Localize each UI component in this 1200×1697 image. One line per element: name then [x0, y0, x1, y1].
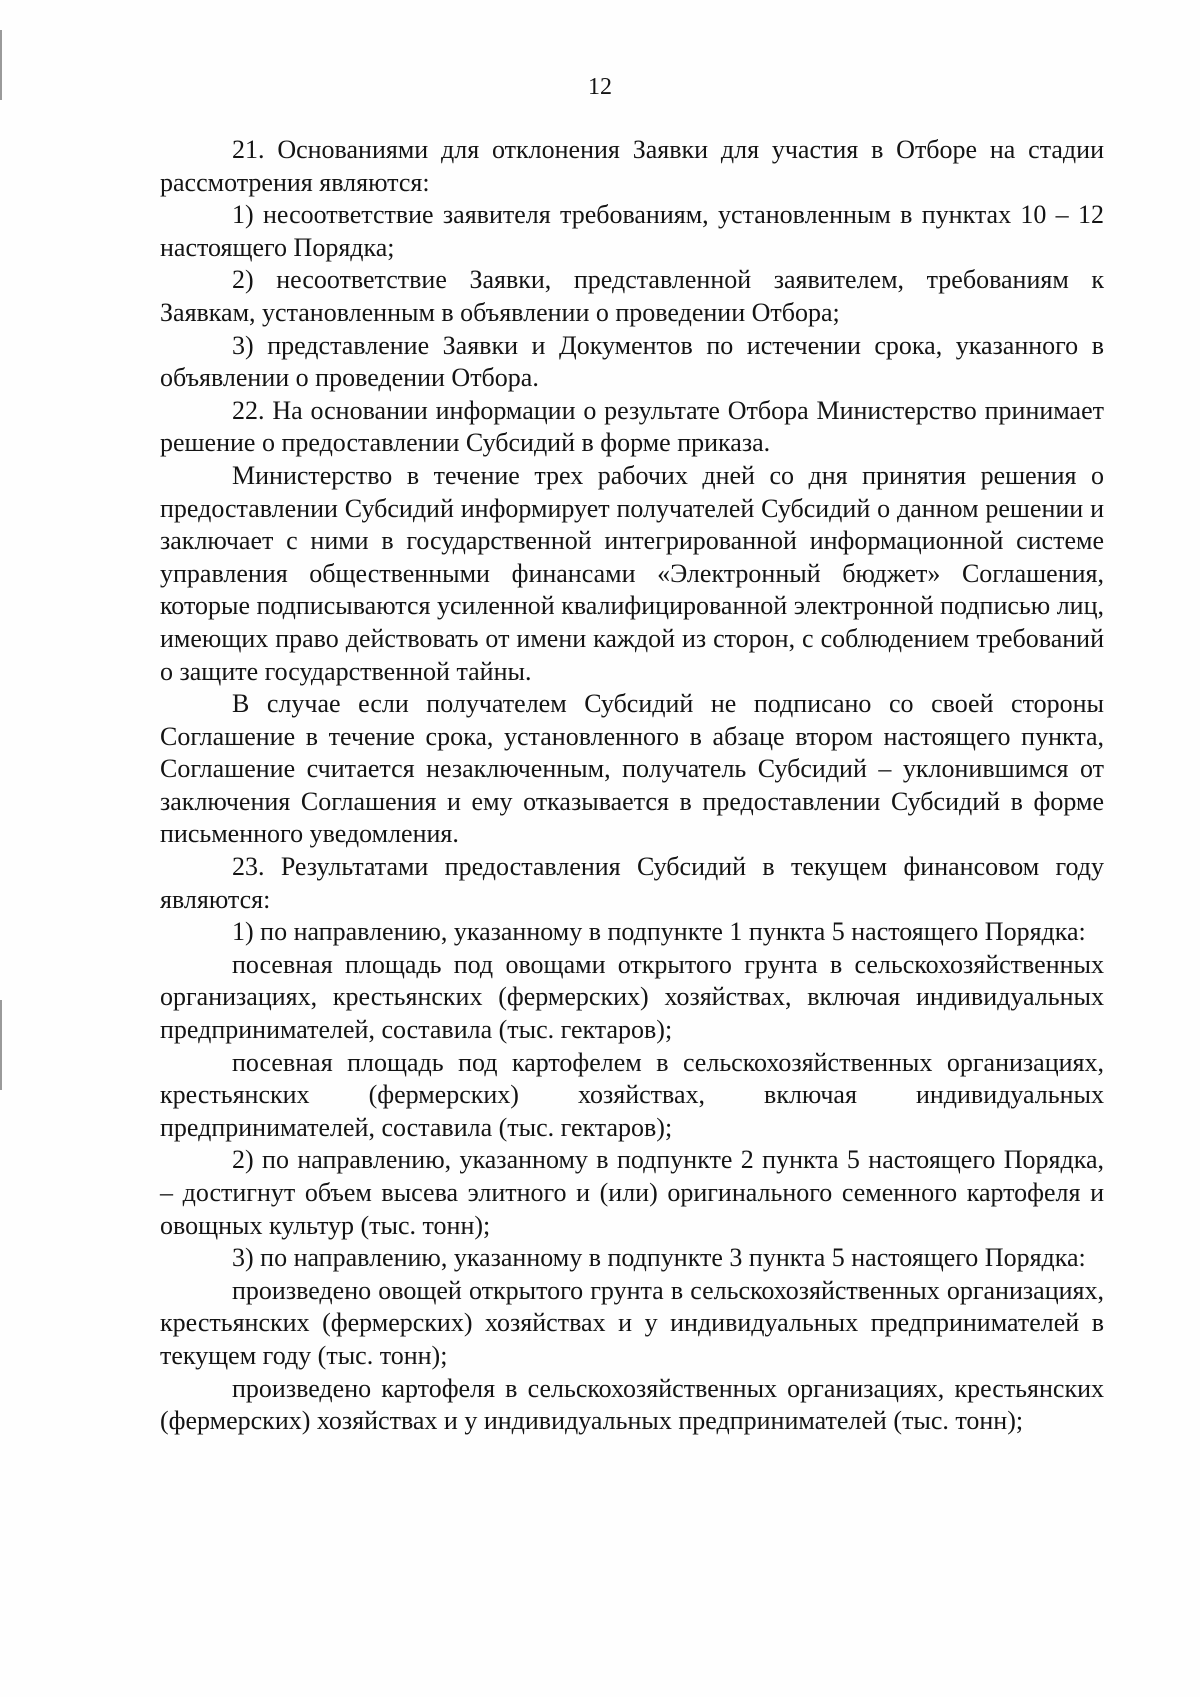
page-number: 12 [588, 74, 612, 100]
result-potato-area: посевная площадь под картофелем в сельскохозяйственных организациях, крестьянских (фермерских) хозяйствах, включая индивидуальных предпринимателей, составила (тыс. гектаров); [160, 1047, 1104, 1142]
list-item-23-2: 2) по направлению, указанному в подпункте 2 пункта 5 настоящего Порядка, – достигнут объем высева элитного и (или) оригинального семенного картофеля и овощных культур (тыс. тонн); [160, 1145, 1104, 1240]
list-item-21-1: 1) несоответствие заявителя требованиям, установленным в пунктах 10 – 12 настоящего Порядка; [160, 200, 1104, 262]
paragraph-22-ministry-agreement: Министерство в течение трех рабочих дней со дня принятия решения о предоставлении Субсидий информирует получателей Субсидий о данном решении и заключает с ними в государственной интегрированной информационной системе управления общественными финансами «Электронный бюджет» Соглашения, которые подписываются усиленной квалифицированной электронной подписью лиц, имеющих право действовать от имени каждой из сторон, с соблюдением требований о защите государственной тайны. [160, 460, 1104, 686]
paragraph-23: 23. Результатами предоставления Субсидий в текущем финансовом году являются: [160, 852, 1104, 914]
result-potato-produced: произведено картофеля в сельскохозяйственных организациях, крестьянских (фермерских) хозяйствах и у индивидуальных предпринимателей (тыс. тонн); [160, 1373, 1104, 1436]
document-body [160, 134, 1104, 1438]
result-vegetables-area: посевная площадь под овощами открытого грунта в сельскохозяйственных организациях, крестьянских (фермерских) хозяйствах, включая индивидуальных предпринимателей, составила (тыс. гектаров); [160, 949, 1104, 1045]
list-item-23-1: 1) по направлению, указанному в подпункте 1 пункта 5 настоящего Порядка: [232, 917, 1086, 947]
paragraph-21: 21. Основаниями для отклонения Заявки для участия в Отборе на стадии рассмотрения являются: [160, 135, 1104, 197]
paragraph-22-unsigned-agreement: В случае если получателем Субсидий не подписано со своей стороны Соглашение в течение срока, установленного в абзаце втором настоящего пункта, Соглашение считается незаключенным, получатель Субсидий – уклонившимся от заключения Соглашения и ему отказывается в предоставлении Субсидий в форме письменного уведомления. [160, 689, 1104, 849]
paragraph-22: 22. На основании информации о результате Отбора Министерство принимает решение о предоставлении Субсидий в форме приказа. [160, 395, 1104, 458]
result-vegetables-produced: произведено овощей открытого грунта в сельскохозяйственных организациях, крестьянских (фермерских) хозяйствах и у индивидуальных предпринимателей в текущем году (тыс. тонн); [160, 1275, 1104, 1370]
list-item-21-2: 2) несоответствие Заявки, представленной заявителем, требованиям к Заявкам, установленным в объявлении о проведении Отбора; [160, 265, 1104, 327]
list-item-23-3: 3) по направлению, указанному в подпункте 3 пункта 5 настоящего Порядка: [232, 1243, 1086, 1273]
list-item-21-3: 3) представление Заявки и Документов по истечении срока, указанного в объявлении о проведении Отбора. [160, 330, 1104, 393]
scan-edge-mark [0, 1000, 2, 1090]
